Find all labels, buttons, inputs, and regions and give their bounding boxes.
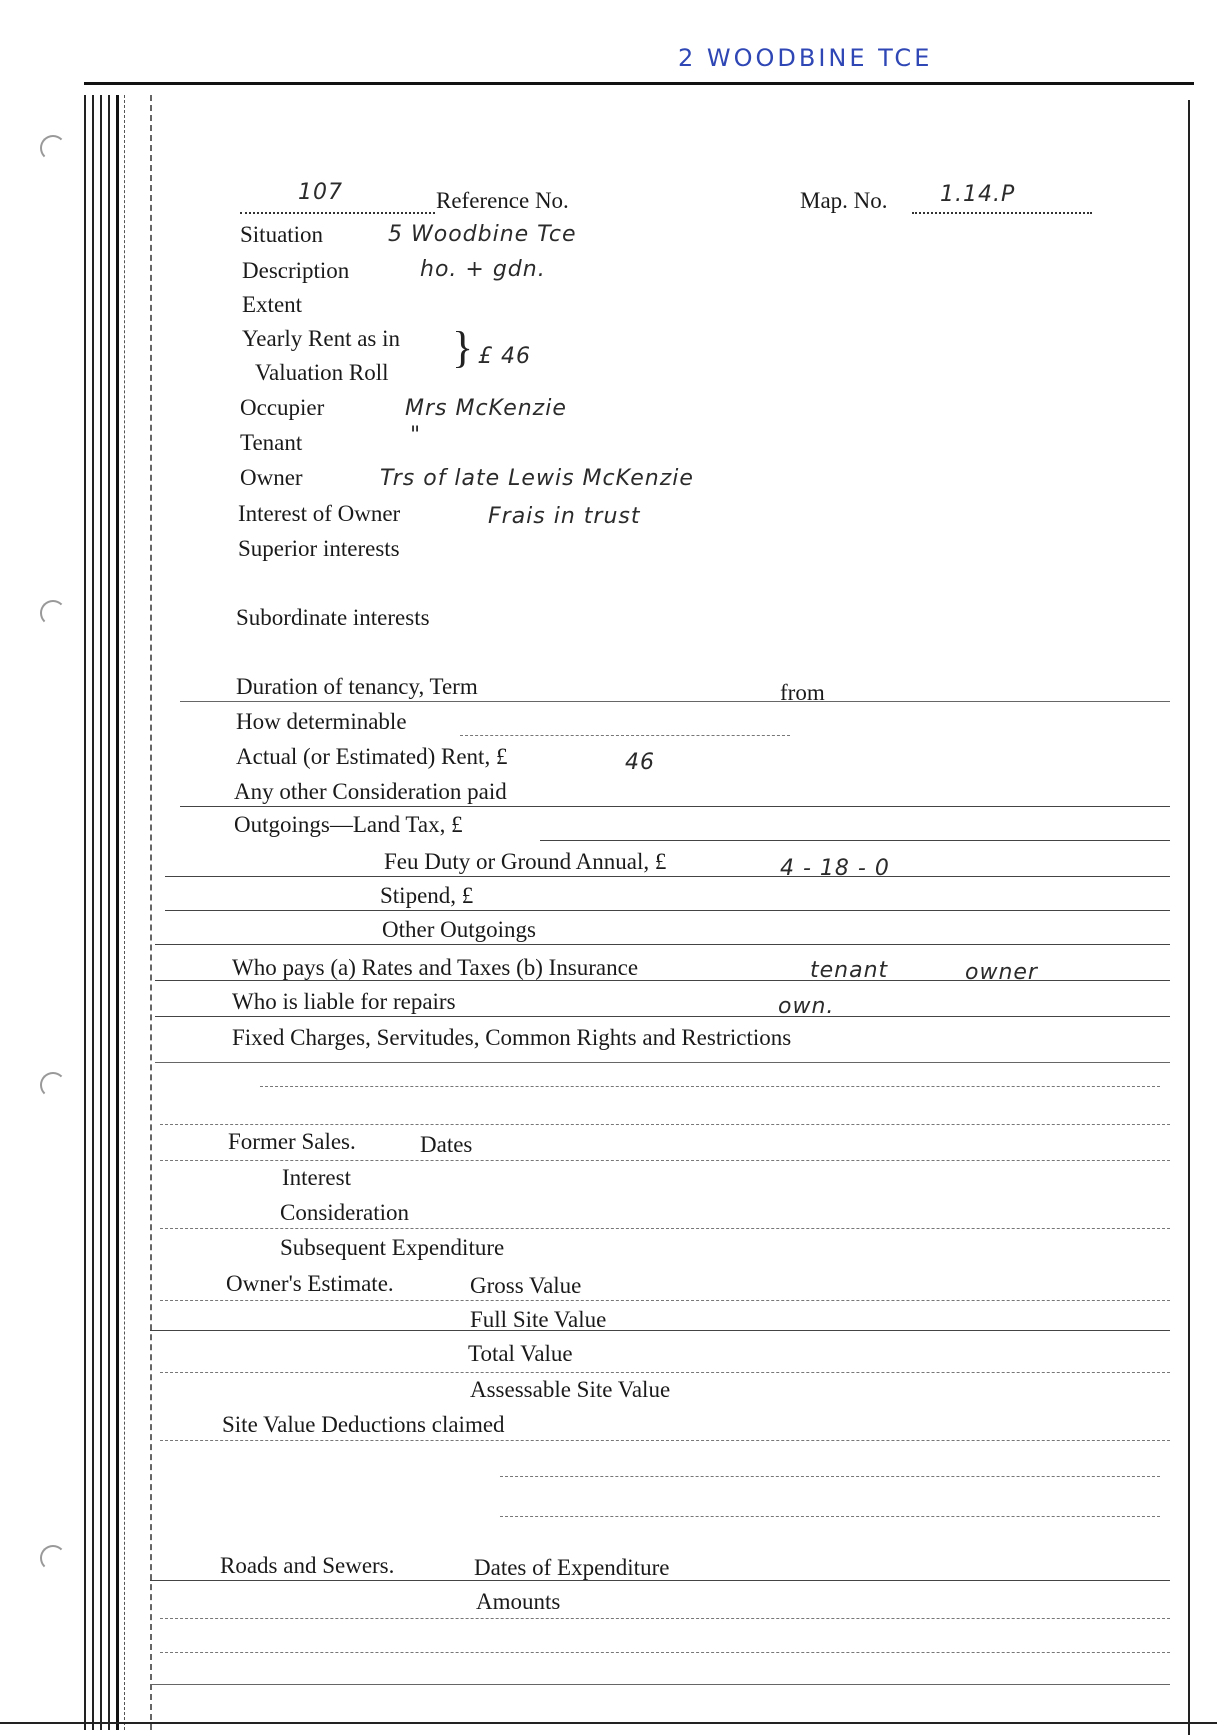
valuation-roll-label: Valuation Roll xyxy=(255,360,389,385)
assessable-site-value-label: Assessable Site Value xyxy=(470,1377,671,1402)
punch-hole-icon xyxy=(40,135,66,161)
interest-owner-label: Interest of Owner xyxy=(238,501,401,526)
ruled-line xyxy=(160,1160,1170,1161)
situation-value: 5 Woodbine Tce xyxy=(388,222,577,247)
who-pays-label: Who pays (a) Rates and Taxes (b) Insurance xyxy=(232,955,639,980)
ruled-line xyxy=(160,1124,1170,1125)
ruled-line xyxy=(260,1086,1160,1087)
tenant-label: Tenant xyxy=(240,430,303,455)
ruled-line xyxy=(460,735,790,736)
feu-duty-label: Feu Duty or Ground Annual, £ xyxy=(384,849,667,874)
page-edge-line xyxy=(1188,100,1190,1735)
tenant-value: " xyxy=(410,423,422,448)
extent-label: Extent xyxy=(242,292,303,317)
superior-label: Superior interests xyxy=(238,536,400,561)
punch-hole-icon xyxy=(40,1545,66,1571)
amounts-label: Amounts xyxy=(476,1589,561,1614)
from-label: from xyxy=(780,680,825,705)
ruled-line xyxy=(500,1516,1160,1517)
duration-label: Duration of tenancy, Term xyxy=(236,674,478,699)
page-edge-line xyxy=(124,95,125,1730)
page-edge-line xyxy=(92,95,94,1730)
interest-owner-value: Frais in trust xyxy=(488,504,641,529)
feu-duty-value: 4 - 18 - 0 xyxy=(780,856,890,881)
consideration-label: Consideration xyxy=(280,1200,410,1225)
subordinate-label: Subordinate interests xyxy=(236,605,430,630)
reference-label: Reference No. xyxy=(436,188,569,213)
subsequent-label: Subsequent Expenditure xyxy=(280,1235,505,1260)
page-edge-line xyxy=(150,95,152,1730)
ruled-line xyxy=(155,1062,1170,1063)
owner-value: Trs of late Lewis McKenzie xyxy=(380,466,694,491)
ruled-line xyxy=(160,1372,1170,1373)
punch-hole-icon xyxy=(40,1072,66,1098)
former-sales-label: Former Sales. xyxy=(228,1129,356,1154)
brace-icon: } xyxy=(452,323,474,372)
ruled-line xyxy=(150,1330,1170,1331)
yearly-rent-label: Yearly Rent as in xyxy=(242,326,401,351)
roads-sewers-label: Roads and Sewers. xyxy=(220,1553,395,1578)
gross-value-label: Gross Value xyxy=(470,1273,582,1298)
dates-of-expenditure-label: Dates of Expenditure xyxy=(474,1555,670,1580)
other-consideration-label: Any other Consideration paid xyxy=(234,779,507,804)
ruled-line xyxy=(160,1618,1170,1619)
fixed-charges-label: Fixed Charges, Servitudes, Common Rights and Restrictions xyxy=(232,1025,792,1050)
land-tax-label: Outgoings—Land Tax, £ xyxy=(234,812,463,837)
ruled-line xyxy=(500,1476,1160,1477)
repairs-value: own. xyxy=(778,994,835,1019)
who-pays-insurance-value: owner xyxy=(965,960,1038,985)
ruled-line xyxy=(540,840,1170,841)
total-value-label: Total Value xyxy=(468,1341,573,1366)
ruled-line xyxy=(150,1580,1170,1581)
full-site-value-label: Full Site Value xyxy=(470,1307,607,1332)
reference-dotted-line xyxy=(240,212,435,214)
deductions-label: Site Value Deductions claimed xyxy=(222,1412,505,1437)
owner-label: Owner xyxy=(240,465,303,490)
page-edge-line xyxy=(108,95,110,1730)
ruled-line xyxy=(160,1228,1170,1229)
reference-value: 107 xyxy=(298,180,343,205)
ruled-line xyxy=(155,1016,1170,1017)
occupier-label: Occupier xyxy=(240,395,325,420)
ruled-line xyxy=(160,1440,1170,1441)
owners-estimate-label: Owner's Estimate. xyxy=(226,1271,394,1296)
yearly-rent-value: £ 46 xyxy=(478,344,531,369)
ruled-line xyxy=(155,944,1170,945)
card-bottom-border xyxy=(0,1722,1217,1724)
stipend-label: Stipend, £ xyxy=(380,883,474,908)
ruled-line xyxy=(180,806,1170,807)
page-edge-line xyxy=(116,95,119,1730)
page-edge-line xyxy=(100,95,102,1730)
ruled-line xyxy=(160,1652,1170,1653)
ruled-line xyxy=(155,980,1170,981)
map-label: Map. No. xyxy=(800,188,888,213)
map-value: 1.14.P xyxy=(940,182,1016,207)
other-outgoings-label: Other Outgoings xyxy=(382,917,536,942)
ruled-line xyxy=(150,1684,1170,1685)
ruled-line xyxy=(165,876,1170,877)
header-note: 2 WOODBINE TCE xyxy=(678,44,933,72)
description-value: ho. + gdn. xyxy=(420,257,546,282)
occupier-value: Mrs McKenzie xyxy=(405,396,567,421)
ruled-line xyxy=(165,910,1170,911)
interest-label: Interest xyxy=(282,1165,351,1190)
situation-label: Situation xyxy=(240,222,324,247)
ruled-line xyxy=(180,701,1170,702)
actual-rent-value: 46 xyxy=(625,750,655,775)
punch-hole-icon xyxy=(40,600,66,626)
former-sales-dates-label: Dates xyxy=(420,1132,473,1157)
repairs-label: Who is liable for repairs xyxy=(232,989,456,1014)
determinable-label: How determinable xyxy=(236,709,407,734)
page-edge-line xyxy=(84,95,86,1730)
ruled-line xyxy=(160,1300,1170,1301)
map-dotted-line xyxy=(912,212,1092,214)
description-label: Description xyxy=(242,258,350,283)
who-pays-rates-value: tenant xyxy=(810,958,889,983)
actual-rent-label: Actual (or Estimated) Rent, £ xyxy=(236,744,508,769)
card-top-border xyxy=(84,82,1194,85)
